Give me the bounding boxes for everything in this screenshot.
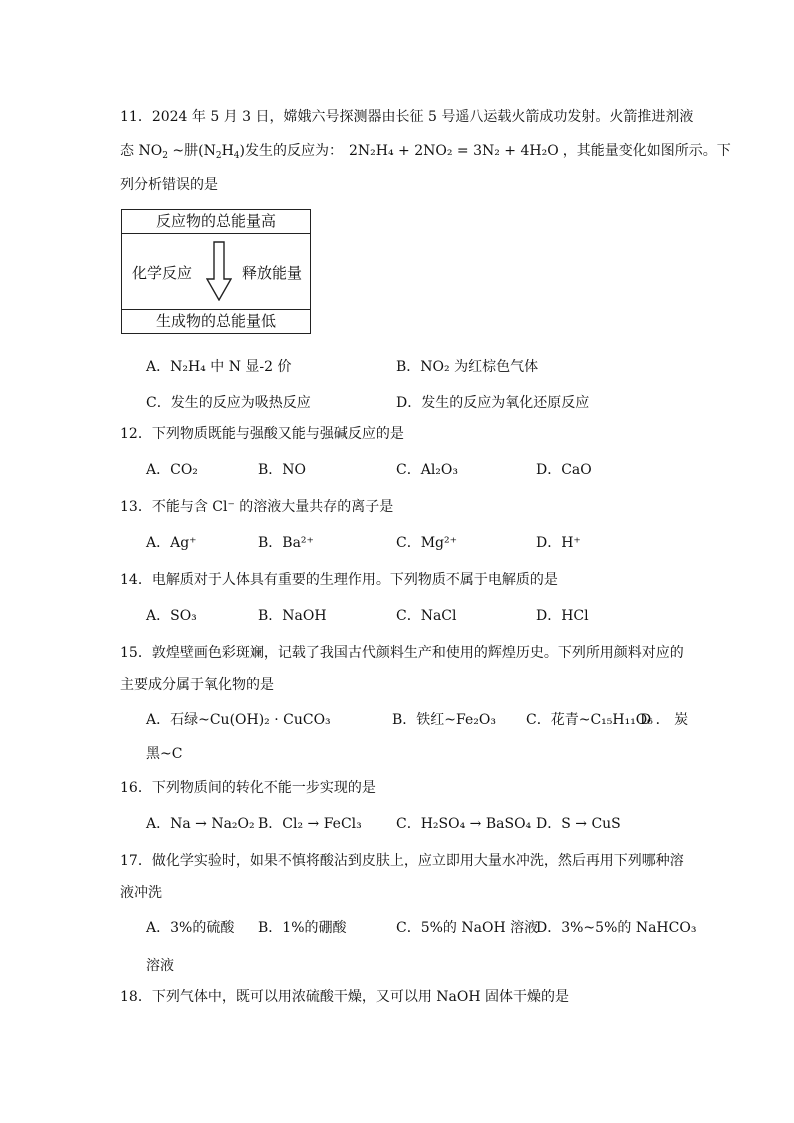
down-arrow-icon [206, 241, 232, 301]
q13-stem: 13．不能与含 Cl⁻ 的溶液大量共存的离子是 [120, 499, 394, 515]
q11-stem-line2: 态 $NO_2$ ~肼$(N_2H_4)$发生的反应为： 2N₂H₄ + 2NO₂ = 3N₂ + 4H₂O ，其能量变化如图所示。下 [120, 143, 731, 161]
q11-option-d: D．发生的反应为氧化还原反应 [396, 395, 590, 411]
q11-stem-line3: 列分析错误的是 [120, 177, 218, 193]
q14-option-b: B．NaOH [258, 608, 327, 624]
q15-option-d: D ． 炭 [640, 712, 689, 728]
q14-option-a: A．SO₃ [146, 608, 197, 624]
q13-option-d: D．H⁺ [536, 535, 581, 551]
q15-option-b: B．铁红~Fe₂O₃ [392, 712, 496, 728]
q11-option-c: C．发生的反应为吸热反应 [146, 395, 311, 411]
q12-option-d: D．CaO [536, 462, 592, 478]
energy-diagram [121, 209, 311, 334]
q16-option-d: D．S → CuS [536, 816, 621, 832]
diagram-left-label: 化学反应 [132, 264, 193, 282]
diagram-bottom-label: 生成物的总能量低 [122, 309, 310, 333]
q11-text-c: H [221, 143, 234, 159]
q18-stem: 18．下列气体中，既可以用浓硫酸干燥，又可以用 NaOH 固体干燥的是 [120, 989, 569, 1005]
q16-option-c: C．H₂SO₄ → BaSO₄ [396, 816, 532, 832]
q15-stem-line2: 主要成分属于氧化物的是 [120, 677, 274, 693]
q15-option-d-cont: 黑~C [146, 746, 183, 762]
q11-option-b: B．NO₂ 为红棕色气体 [396, 359, 539, 375]
q14-stem: 14．电解质对于人体具有重要的生理作用。下列物质不属于电解质的是 [120, 572, 558, 588]
q14-option-d: D．HCl [536, 608, 589, 624]
q11-option-a: A．N₂H₄ 中 N 显-2 价 [146, 359, 292, 375]
q12-option-b: B．NO [258, 462, 307, 478]
q17-option-b: B．1%的硼酸 [258, 920, 347, 936]
q11-stem-line1: 11．2024 年 5 月 3 日，嫦娥六号探测器由长征 5 号遥八运载火箭成功发射。火箭推进剂液 [120, 109, 694, 125]
q14-option-c: C．NaCl [396, 608, 457, 624]
q12-option-a: A．CO₂ [146, 462, 198, 478]
q11-text-b: ~肼(N [167, 143, 216, 159]
q15-option-a: A．石绿~Cu(OH)₂ · CuCO₃ [146, 712, 331, 728]
q15-option-c: C．花青~C₁₅H₁₁O₆ [526, 712, 653, 728]
q16-stem: 16．下列物质间的转化不能一步实现的是 [120, 780, 376, 796]
diagram-right-label: 释放能量 [241, 264, 302, 282]
q16-option-a: A．Na → Na₂O₂ [146, 816, 255, 832]
q11-text-d: )发生的反应为： [239, 143, 343, 159]
q17-option-c: C．5%的 NaOH 溶液 [396, 920, 539, 936]
q11-text-e: ，其能量变化如图所示。下 [562, 143, 731, 159]
q17-option-d-cont: 溶液 [146, 958, 174, 974]
q17-stem-line2: 液冲洗 [120, 885, 162, 901]
q16-option-b: B．Cl₂ → FeCl₃ [258, 816, 362, 832]
q12-stem: 12．下列物质既能与强酸又能与强碱反应的是 [120, 426, 404, 442]
q11-text-a: 态 NO [120, 143, 163, 159]
q13-option-b: B．Ba²⁺ [258, 535, 314, 551]
q15-stem-line1: 15．敦煌壁画色彩斑斓，记载了我国古代颜料生产和使用的辉煌历史。下列所用颜料对应的 [120, 645, 684, 661]
q13-option-c: C．Mg²⁺ [396, 535, 458, 551]
q12-option-c: C．Al₂O₃ [396, 462, 459, 478]
q11-equation: 2N₂H₄ + 2NO₂ = 3N₂ + 4H₂O [348, 143, 559, 159]
q17-option-a: A．3%的硫酸 [146, 920, 235, 936]
q13-option-a: A．Ag⁺ [146, 535, 197, 551]
q17-option-d: D．3%~5%的 NaHCO₃ [536, 920, 697, 936]
diagram-top-label: 反应物的总能量高 [122, 210, 310, 234]
q17-stem-line1: 17．做化学实验时，如果不慎将酸沾到皮肤上，应立即用大量水冲洗，然后再用下列哪种溶 [120, 853, 684, 869]
